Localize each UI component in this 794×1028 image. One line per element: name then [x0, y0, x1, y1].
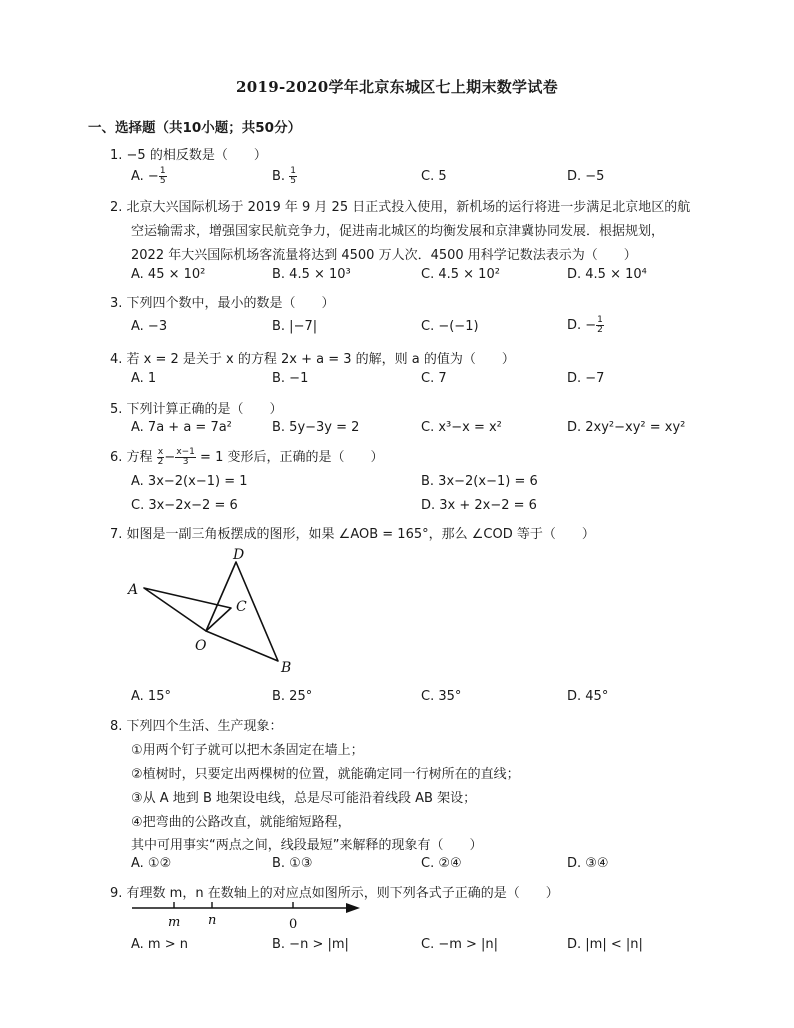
- question-9-stem: 9. 有理数 m，n 在数轴上的对应点如图所示，则下列各式子正确的是（ ）: [110, 886, 559, 901]
- label-a: A: [128, 582, 139, 598]
- fraction: $\frac{1}{5}$: [290, 166, 296, 186]
- q8-option-d[interactable]: D. ③④: [567, 856, 609, 871]
- page-title: 2019-2020学年北京东城区七上期末数学试卷: [236, 78, 558, 96]
- triangle-figure: [120, 542, 310, 677]
- label-m: m: [168, 915, 181, 930]
- q6-option-c[interactable]: C. 3x−2x−2 = 6: [131, 498, 238, 513]
- q9-option-c[interactable]: C. −m > |n|: [421, 937, 499, 952]
- q4-option-a[interactable]: A. 1: [131, 371, 157, 386]
- q8-option-a[interactable]: A. ①②: [131, 856, 172, 871]
- q2-option-a[interactable]: A. 45 × 10²: [131, 267, 206, 282]
- q6-option-a[interactable]: A. 3x−2(x−1) = 1: [131, 474, 248, 489]
- question-8-stem: 8. 下列四个生活、生产现象：: [110, 719, 283, 734]
- question-2-line-2: 空运输需求，增强国家民航竞争力，促进南北城区的均衡发展和京津冀协同发展．根据规划，: [131, 224, 665, 239]
- q1-option-a[interactable]: A. − $\frac{1}{5}$: [131, 166, 166, 186]
- fraction: $\frac{1}{5}$: [159, 166, 166, 186]
- q3-option-d[interactable]: D. − $\frac{1}{2}$: [567, 315, 603, 335]
- question-2-line-3: 2022 年大兴国际机场客流量将达到 4500 万人次．4500 用科学记数法表示为（ ）: [131, 248, 637, 263]
- q4-option-c[interactable]: C. 7: [421, 371, 447, 386]
- q9-option-d[interactable]: D. |m| < |n|: [567, 937, 643, 952]
- q4-option-b[interactable]: B. −1: [272, 371, 309, 386]
- label-c: C: [236, 599, 247, 615]
- q9-option-a[interactable]: A. m > n: [131, 937, 188, 952]
- q3-option-a[interactable]: A. −3: [131, 319, 168, 334]
- triangle-aoc: [144, 588, 231, 631]
- fraction: $\frac{x}{2}$: [157, 447, 164, 467]
- q7-option-a[interactable]: A. 15°: [131, 689, 171, 704]
- q4-option-d[interactable]: D. −7: [567, 371, 605, 386]
- label-b: B: [281, 660, 292, 676]
- q1-option-b[interactable]: B. $\frac{1}{5}$: [272, 166, 296, 186]
- question-1-stem: 1. −5 的相反数是（ ）: [110, 148, 267, 163]
- q8-item-3: ③从 A 地到 B 地架设电线，总是尽可能沿着线段 AB 架设；: [131, 791, 477, 806]
- fraction: $\frac{x-1}{3}$: [176, 447, 195, 467]
- q1-option-c[interactable]: C. 5: [421, 169, 447, 184]
- question-7-stem: 7. 如图是一副三角板摆成的图形，如果 ∠AOB = 165°，那么 ∠COD 等于（ ）: [110, 527, 595, 542]
- q3-option-b[interactable]: B. |−7|: [272, 319, 318, 334]
- question-3-stem: 3. 下列四个数中，最小的数是（ ）: [110, 296, 335, 311]
- q8-question: 其中可用事实“两点之间，线段最短”来解释的现象有（ ）: [131, 838, 483, 853]
- q5-option-b[interactable]: B. 5y−3y = 2: [272, 420, 360, 435]
- section-heading: 一、选择题（共10小题；共50分）: [88, 120, 302, 136]
- q6-option-b[interactable]: B. 3x−2(x−1) = 6: [421, 474, 538, 489]
- question-4-stem: 4. 若 x = 2 是关于 x 的方程 2x + a = 3 的解，则 a 的值为（ ）: [110, 352, 515, 367]
- label-d: D: [233, 547, 245, 563]
- label-n: n: [208, 913, 217, 928]
- q5-option-a[interactable]: A. 7a + a = 7a²: [131, 420, 232, 435]
- q2-option-c[interactable]: C. 4.5 × 10²: [421, 267, 500, 282]
- q8-item-2: ②植树时，只要定出两棵树的位置，就能确定同一行树所在的直线；: [131, 767, 520, 782]
- number-line: [128, 898, 368, 934]
- question-6-stem: 6. 方程 $\frac{x}{2}$ − $\frac{x-1}{3}$ = 1 变形后，正确的是（ ）: [110, 447, 384, 467]
- arrow-head-icon: [346, 903, 360, 913]
- q8-option-b[interactable]: B. ①③: [272, 856, 313, 871]
- q8-option-c[interactable]: C. ②④: [421, 856, 462, 871]
- q1-option-d[interactable]: D. −5: [567, 169, 605, 184]
- q7-option-d[interactable]: D. 45°: [567, 689, 609, 704]
- fraction: $\frac{1}{2}$: [597, 315, 603, 335]
- q8-item-4: ④把弯曲的公路改直，就能缩短路程，: [131, 815, 351, 830]
- q6-option-d[interactable]: D. 3x + 2x−2 = 6: [421, 498, 537, 513]
- q7-option-b[interactable]: B. 25°: [272, 689, 313, 704]
- q2-option-b[interactable]: B. 4.5 × 10³: [272, 267, 351, 282]
- label-o: O: [195, 638, 207, 654]
- q5-option-d[interactable]: D. 2xy²−xy² = xy²: [567, 420, 686, 435]
- q2-option-d[interactable]: D. 4.5 × 10⁴: [567, 267, 647, 282]
- label-zero: 0: [289, 917, 298, 932]
- q8-item-1: ①用两个钉子就可以把木条固定在墙上；: [131, 743, 364, 758]
- q5-option-c[interactable]: C. x³−x = x²: [421, 420, 502, 435]
- q9-option-b[interactable]: B. −n > |m|: [272, 937, 349, 952]
- question-2-line-1: 2. 北京大兴国际机场于 2019 年 9 月 25 日正式投入使用，新机场的运行将进一步满足北京地区的航: [110, 200, 691, 215]
- q7-option-c[interactable]: C. 35°: [421, 689, 462, 704]
- question-5-stem: 5. 下列计算正确的是（ ）: [110, 402, 283, 417]
- q3-option-c[interactable]: C. −(−1): [421, 319, 479, 334]
